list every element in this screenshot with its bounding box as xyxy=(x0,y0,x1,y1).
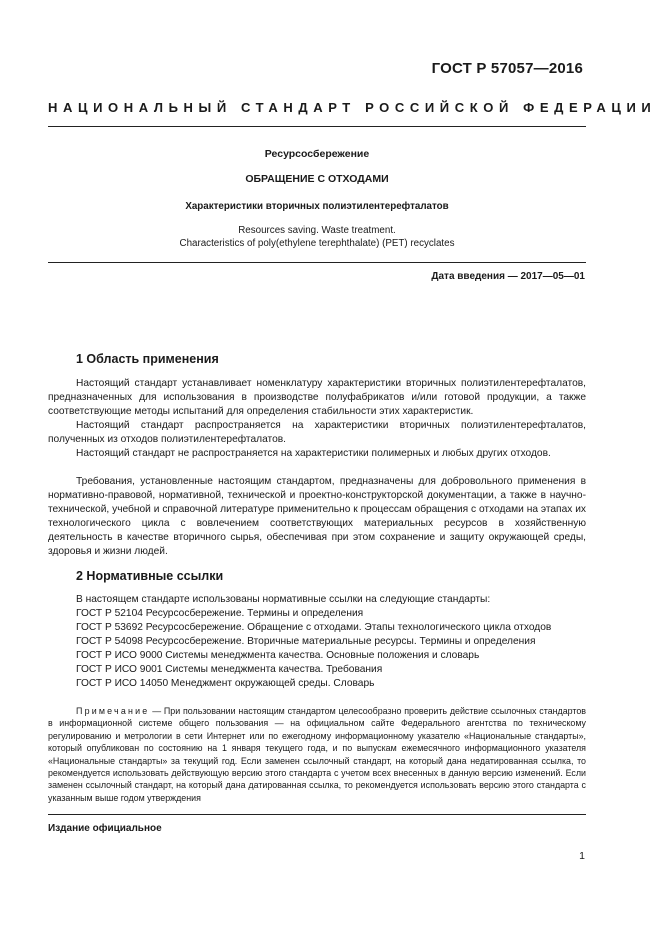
reference-item: ГОСТ Р 52104 Ресурсосбережение. Термины и определения xyxy=(76,608,364,619)
section-1-paragraph-3: Настоящий стандарт не распространяется на характеристики полимерных и любых других отходов. xyxy=(76,448,551,459)
standard-group-title: Ресурсосбережение xyxy=(264,148,370,160)
note-text: — При пользовании настоящим стандартом целесообразно проверить действие ссылочных стандартов в информационной системе общего пользования — на официальном сайте Федерального агентства по техническому регулированию и метрологии в сети Интернет или по ежегодному информационному указателю «Национальные стандарты», который опубликован по состоянию на 1 января текущего года, и по выпускам ежемесячного информационного указателя «Национальные стандарты» за текущий год. Если заменен ссылочный стандарт, на который дана недатированная ссылка, то рекомендуется использовать действующую версию этого стандарта с учетом всех внесенных в данную версию изменений. Если заменен ссылочный стандарт, на который дана датированная ссылка, то рекомендуется использовать версию этого стандарта с указанным выше годом утверждения xyxy=(48,706,586,803)
page-number: 1 xyxy=(579,850,585,862)
introduction-date: Дата введения — 2017—05—01 xyxy=(431,271,585,282)
note-label: Примечание xyxy=(76,706,150,716)
reference-item: ГОСТ Р ИСО 14050 Менеджмент окружающей среды. Словарь xyxy=(76,678,375,689)
official-edition-label: Издание официальное xyxy=(48,823,162,834)
english-title-line-1: Resources saving. Waste treatment. xyxy=(238,225,396,236)
footer-divider xyxy=(48,814,586,815)
section-1-paragraph-1: Настоящий стандарт устанавливает номенклатуру характеристики вторичных полиэтилентерефталатов, предназначенных для использования в производстве полуфабрикатов и/или готовой продукции, а также соответствующие методы испытаний для определения стабильности этих характеристик. xyxy=(48,378,586,417)
english-title-line-2: Characteristics of poly(ethylene terephthalate) (PET) recyclates xyxy=(179,238,455,249)
reference-item: ГОСТ Р ИСО 9001 Системы менеджмента качества. Требования xyxy=(76,664,383,675)
references-note xyxy=(48,705,586,804)
header-divider xyxy=(48,126,586,127)
section-1-heading: 1 Область применения xyxy=(76,352,219,366)
normative-references-list xyxy=(48,593,586,691)
standard-main-title: ОБРАЩЕНИЕ С ОТХОДАМИ xyxy=(245,173,389,185)
standard-subtitle: Характеристики вторичных полиэтилентерефталатов xyxy=(185,201,449,212)
title-divider xyxy=(48,262,586,263)
section-1-paragraph-2: Настоящий стандарт распространяется на характеристики вторичных полиэтилентерефталатов, полученных из отходов полиэтилентерефталатов. xyxy=(48,420,586,445)
section-1-paragraph-4: Требования, установленные настоящим стандартом, предназначены для добровольного применения в нормативно-правовой, нормативной, технической и проектно-конструкторской документации, а также в научно-технической, учебной и справочной литературе применительно к процессам обращения с отходами на этапах их технологического цикла с вовлечением соответствующих материальных ресурсов в хозяйственную деятельность в качестве вторичного сырья, обеспечивая при этом сохранение и защиту окружающей среды, здоровья и жизни людей. xyxy=(48,476,586,557)
document-code: ГОСТ Р 57057—2016 xyxy=(431,60,583,77)
national-standard-header: НАЦИОНАЛЬНЫЙ СТАНДАРТ РОССИЙСКОЙ ФЕДЕРАЦИИ xyxy=(48,100,657,115)
reference-item: ГОСТ Р 53692 Ресурсосбережение. Обращение с отходами. Этапы технологического цикла отходов xyxy=(76,622,552,633)
section-2-heading: 2 Нормативные ссылки xyxy=(76,569,224,583)
references-intro: В настоящем стандарте использованы нормативные ссылки на следующие стандарты: xyxy=(76,594,491,605)
reference-item: ГОСТ Р ИСО 9000 Системы менеджмента качества. Основные положения и словарь xyxy=(76,650,480,661)
reference-item: ГОСТ Р 54098 Ресурсосбережение. Вторичные материальные ресурсы. Термины и определения xyxy=(76,636,536,647)
